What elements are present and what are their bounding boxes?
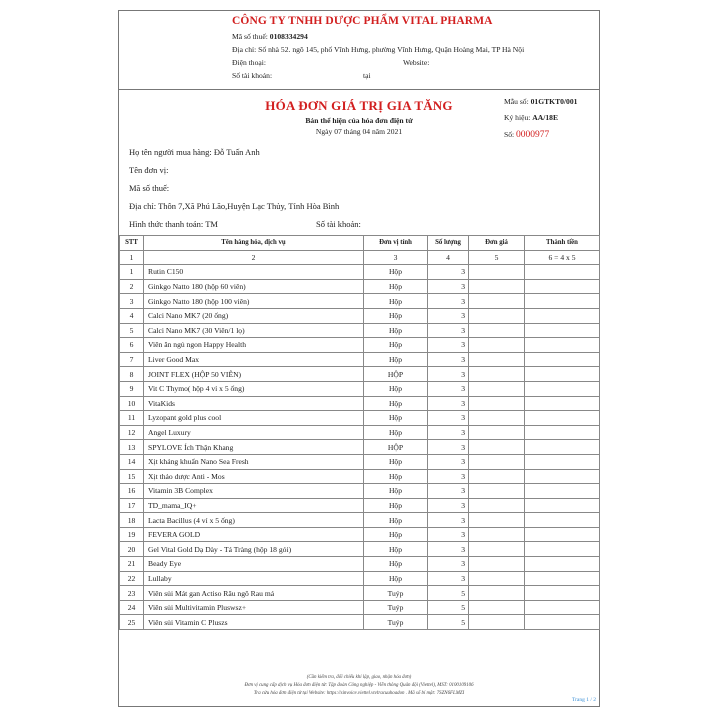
row-quantity: 3: [428, 294, 469, 309]
invoice-header: [119, 89, 599, 140]
row-quantity: 3: [428, 265, 469, 280]
row-unit: Hộp: [364, 265, 428, 280]
row-line-total: [525, 411, 600, 426]
row-unit-price: [469, 352, 525, 367]
table-row: [120, 586, 600, 601]
row-quantity: 3: [428, 279, 469, 294]
row-stt: 10: [120, 396, 144, 411]
row-line-total: [525, 484, 600, 499]
row-stt: 3: [120, 294, 144, 309]
row-stt: 21: [120, 557, 144, 572]
row-product-name: JOINT FLEX (HỘP 50 VIÊN): [144, 367, 364, 382]
seller-info: [119, 11, 599, 90]
table-row: [120, 411, 600, 426]
row-line-total: [525, 279, 600, 294]
footer-note: (Cần kiểm tra, đối chiếu khi lập, giao, nhận hóa đơn): [306, 675, 412, 680]
row-unit-price: [469, 338, 525, 353]
row-quantity: 5: [428, 615, 469, 630]
index-cell: 3: [364, 250, 428, 265]
row-line-total: [525, 571, 600, 586]
table-row: [120, 396, 600, 411]
row-quantity: 3: [428, 527, 469, 542]
table-row: [120, 513, 600, 528]
row-unit-price: [469, 454, 525, 469]
number-value: 0000977: [516, 130, 550, 140]
row-line-total: [525, 294, 600, 309]
row-unit: Hộp: [364, 411, 428, 426]
row-unit-price: [469, 615, 525, 630]
table-row: [120, 338, 600, 353]
table-row: [120, 484, 600, 499]
row-product-name: TD_mama_IQ+: [144, 498, 364, 513]
table-index-row: [120, 250, 600, 265]
row-stt: 17: [120, 498, 144, 513]
row-line-total: [525, 440, 600, 455]
row-unit-price: [469, 484, 525, 499]
table-row: [120, 542, 600, 557]
row-unit: Hộp: [364, 425, 428, 440]
table-body: [120, 265, 600, 630]
invoice-title: HÓA ĐƠN GIÁ TRỊ GIA TĂNG: [265, 98, 453, 113]
row-line-total: [525, 527, 600, 542]
table-row: [120, 294, 600, 309]
table-row: [120, 498, 600, 513]
row-quantity: 3: [428, 425, 469, 440]
row-quantity: 3: [428, 367, 469, 382]
table-row: [120, 440, 600, 455]
table-row: [120, 527, 600, 542]
row-product-name: VitaKids: [144, 396, 364, 411]
payment-method: Hình thức thanh toán: TM: [129, 219, 218, 229]
table-row: [120, 308, 600, 323]
index-cell: 2: [144, 250, 364, 265]
row-stt: 4: [120, 308, 144, 323]
row-product-name: Lyzopant gold plus cool: [144, 411, 364, 426]
row-unit-price: [469, 527, 525, 542]
row-product-name: Xịt kháng khuẩn Nano Sea Fresh: [144, 454, 364, 469]
number-label: Số:: [504, 130, 515, 139]
row-product-name: Lullaby: [144, 571, 364, 586]
invoice-form-number: [504, 97, 577, 106]
row-unit: Hộp: [364, 498, 428, 513]
row-quantity: 3: [428, 396, 469, 411]
row-unit-price: [469, 513, 525, 528]
table-row: [120, 454, 600, 469]
row-product-name: Viên sủi Mát gan Actiso Râu ngô Rau má: [144, 586, 364, 601]
index-cell: 1: [120, 250, 144, 265]
row-unit: Tuýp: [364, 615, 428, 630]
row-stt: 6: [120, 338, 144, 353]
row-product-name: Viên sủi Multivitamin Pluswsz+: [144, 600, 364, 615]
row-line-total: [525, 338, 600, 353]
row-line-total: [525, 542, 600, 557]
row-quantity: 3: [428, 338, 469, 353]
row-unit-price: [469, 557, 525, 572]
row-stt: 15: [120, 469, 144, 484]
row-unit: HỘP: [364, 367, 428, 382]
table-row: [120, 469, 600, 484]
row-stt: 2: [120, 279, 144, 294]
row-stt: 14: [120, 454, 144, 469]
row-unit-price: [469, 396, 525, 411]
company-name: CÔNG TY TNHH DƯỢC PHẨM VITAL PHARMA: [232, 15, 493, 27]
row-unit: Hộp: [364, 469, 428, 484]
table-row: [120, 600, 600, 615]
row-quantity: 3: [428, 557, 469, 572]
row-product-name: Rutin C150: [144, 265, 364, 280]
row-line-total: [525, 600, 600, 615]
row-product-name: Vitamin 3B Complex: [144, 484, 364, 499]
row-stt: 9: [120, 381, 144, 396]
row-line-total: [525, 308, 600, 323]
row-unit: Hộp: [364, 454, 428, 469]
row-unit: Hộp: [364, 323, 428, 338]
row-stt: 20: [120, 542, 144, 557]
row-stt: 19: [120, 527, 144, 542]
page-number[interactable]: Trang 1 / 2: [571, 697, 596, 703]
row-unit: Hộp: [364, 352, 428, 367]
header-qty: Số lượng: [428, 236, 469, 251]
row-stt: 16: [120, 484, 144, 499]
table-row: [120, 265, 600, 280]
row-stt: 25: [120, 615, 144, 630]
row-unit: Tuýp: [364, 600, 428, 615]
invoice-date: Ngày 07 tháng 04 năm 2021: [315, 127, 403, 136]
row-unit-price: [469, 571, 525, 586]
row-quantity: 3: [428, 571, 469, 586]
row-unit: Hộp: [364, 294, 428, 309]
row-unit-price: [469, 265, 525, 280]
buyer-address: Địa chỉ: Thôn 7,Xã Phú Lão,Huyện Lạc Thủy, Tỉnh Hòa Bình: [129, 201, 340, 211]
row-product-name: Viên sủi Vitamin C Pluszs: [144, 615, 364, 630]
row-product-name: Calci Nano MK7 (20 ống): [144, 308, 364, 323]
seller-address: Địa chỉ: Số nhà 52. ngõ 145, phố Vĩnh Hưng, phường Vĩnh Hưng, Quận Hoàng Mai, TP Hà Nội: [232, 45, 525, 54]
table-row: [120, 352, 600, 367]
row-quantity: 3: [428, 484, 469, 499]
row-quantity: 3: [428, 498, 469, 513]
row-line-total: [525, 381, 600, 396]
symbol-label: Ký hiệu:: [504, 113, 531, 122]
row-unit-price: [469, 294, 525, 309]
row-quantity: 5: [428, 600, 469, 615]
row-unit-price: [469, 367, 525, 382]
row-line-total: [525, 265, 600, 280]
row-unit: Hộp: [364, 279, 428, 294]
table-row: [120, 615, 600, 630]
row-product-name: Angel Luxury: [144, 425, 364, 440]
table-row: [120, 323, 600, 338]
row-unit: Hộp: [364, 396, 428, 411]
row-line-total: [525, 323, 600, 338]
form-label: Mẫu số:: [504, 97, 529, 106]
row-unit: Hộp: [364, 557, 428, 572]
row-quantity: 3: [428, 352, 469, 367]
buyer-account: Số tài khoản:: [316, 219, 361, 229]
row-product-name: FEVERA GOLD: [144, 527, 364, 542]
header-name: Tên hàng hóa, dịch vụ: [144, 236, 364, 251]
buyer-tax: Mã số thuế:: [129, 183, 170, 193]
header-stt: STT: [120, 236, 144, 251]
row-unit: Tuýp: [364, 586, 428, 601]
header-price: Đơn giá: [469, 236, 525, 251]
row-line-total: [525, 498, 600, 513]
row-product-name: Beady Eye: [144, 557, 364, 572]
row-quantity: 5: [428, 586, 469, 601]
seller-tax-value: 0108334294: [269, 32, 308, 41]
row-unit: Hộp: [364, 381, 428, 396]
row-unit: Hộp: [364, 484, 428, 499]
row-line-total: [525, 367, 600, 382]
row-stt: 8: [120, 367, 144, 382]
items-table: [119, 235, 600, 630]
row-line-total: [525, 454, 600, 469]
row-unit: Hộp: [364, 338, 428, 353]
row-quantity: 3: [428, 469, 469, 484]
row-line-total: [525, 352, 600, 367]
row-stt: 5: [120, 323, 144, 338]
row-product-name: Viên ăn ngủ ngon Happy Health: [144, 338, 364, 353]
row-unit-price: [469, 469, 525, 484]
table-row: [120, 557, 600, 572]
seller-account-label: Số tài khoản:: [232, 71, 273, 80]
row-unit-price: [469, 381, 525, 396]
row-line-total: [525, 396, 600, 411]
row-unit: Hộp: [364, 571, 428, 586]
header-total: Thành tiền: [525, 236, 600, 251]
row-product-name: Liver Good Max: [144, 352, 364, 367]
row-stt: 22: [120, 571, 144, 586]
row-product-name: Vit C Thymo( hộp 4 vỉ x 5 ống): [144, 381, 364, 396]
row-quantity: 3: [428, 323, 469, 338]
row-product-name: Gel Vital Gold Dạ Dày - Tá Tràng (hộp 18 gói): [144, 542, 364, 557]
row-quantity: 3: [428, 381, 469, 396]
seller-tax-label: Mã số thuế:: [232, 32, 268, 41]
table-row: [120, 425, 600, 440]
seller-phone-label: Điện thoại:: [232, 58, 266, 67]
row-unit-price: [469, 323, 525, 338]
row-line-total: [525, 615, 600, 630]
row-stt: 12: [120, 425, 144, 440]
row-stt: 23: [120, 586, 144, 601]
seller-bank-label: tại: [363, 71, 371, 80]
table-row: [120, 381, 600, 396]
row-unit-price: [469, 308, 525, 323]
row-stt: 11: [120, 411, 144, 426]
row-line-total: [525, 557, 600, 572]
row-unit-price: [469, 440, 525, 455]
row-stt: 7: [120, 352, 144, 367]
row-stt: 13: [120, 440, 144, 455]
row-unit: Hộp: [364, 308, 428, 323]
row-unit: Hộp: [364, 542, 428, 557]
row-stt: 18: [120, 513, 144, 528]
buyer-unit: Tên đơn vị:: [129, 165, 169, 175]
footer-lookup: Tra cứu hóa đơn điện tử tại Website: https://sinvoice.viettel.vn/tracuuhoadon . Mã số bí mật: 7SZN6FLMZI: [253, 691, 465, 696]
invoice-symbol: [504, 113, 558, 122]
row-line-total: [525, 586, 600, 601]
row-unit-price: [469, 542, 525, 557]
row-quantity: 3: [428, 440, 469, 455]
row-unit: Hộp: [364, 527, 428, 542]
row-quantity: 3: [428, 542, 469, 557]
index-cell: 5: [469, 250, 525, 265]
table-header-row: [120, 236, 600, 251]
row-unit-price: [469, 411, 525, 426]
row-stt: 24: [120, 600, 144, 615]
invoice-document: [118, 10, 600, 707]
row-product-name: Calci Nano MK7 (30 Viên/1 lọ): [144, 323, 364, 338]
row-quantity: 3: [428, 308, 469, 323]
invoice-number: [504, 130, 549, 140]
row-line-total: [525, 513, 600, 528]
index-cell: 4: [428, 250, 469, 265]
row-unit-price: [469, 498, 525, 513]
row-product-name: Lacta Bacillus (4 vỉ x 5 ống): [144, 513, 364, 528]
form-value: 01GTKT0/001: [530, 97, 578, 106]
row-unit-price: [469, 279, 525, 294]
row-unit-price: [469, 425, 525, 440]
table-row: [120, 571, 600, 586]
row-unit: HỘP: [364, 440, 428, 455]
seller-website-label: Website:: [403, 58, 430, 67]
buyer-name: Họ tên người mua hàng: Đỗ Tuấn Anh: [129, 147, 260, 157]
row-unit-price: [469, 600, 525, 615]
table-row: [120, 279, 600, 294]
row-stt: 1: [120, 265, 144, 280]
seller-tax-code: [232, 32, 308, 41]
table-row: [120, 367, 600, 382]
row-product-name: Ginkgo Natto 180 (hộp 100 viên): [144, 294, 364, 309]
row-quantity: 3: [428, 513, 469, 528]
header-unit: Đơn vị tính: [364, 236, 428, 251]
row-quantity: 3: [428, 411, 469, 426]
row-product-name: SPYLOVE Ích Thận Khang: [144, 440, 364, 455]
index-cell: 6 = 4 x 5: [525, 250, 600, 265]
invoice-subtitle: Bản thể hiện của hóa đơn điện tử: [305, 116, 413, 125]
row-unit-price: [469, 586, 525, 601]
footer-provider: Đơn vị cung cấp dịch vụ Hóa đơn điện tử: Tập đoàn Công nghiệp - Viễn thông Quân đội (Viettel), MST: 0100109106: [244, 683, 474, 688]
row-product-name: Ginkgo Natto 180 (hộp 60 viên): [144, 279, 364, 294]
row-product-name: Xịt thảo dược Anti - Mos: [144, 469, 364, 484]
row-unit: Hộp: [364, 513, 428, 528]
symbol-value: AA/18E: [532, 113, 559, 122]
row-line-total: [525, 425, 600, 440]
row-quantity: 3: [428, 454, 469, 469]
row-line-total: [525, 469, 600, 484]
